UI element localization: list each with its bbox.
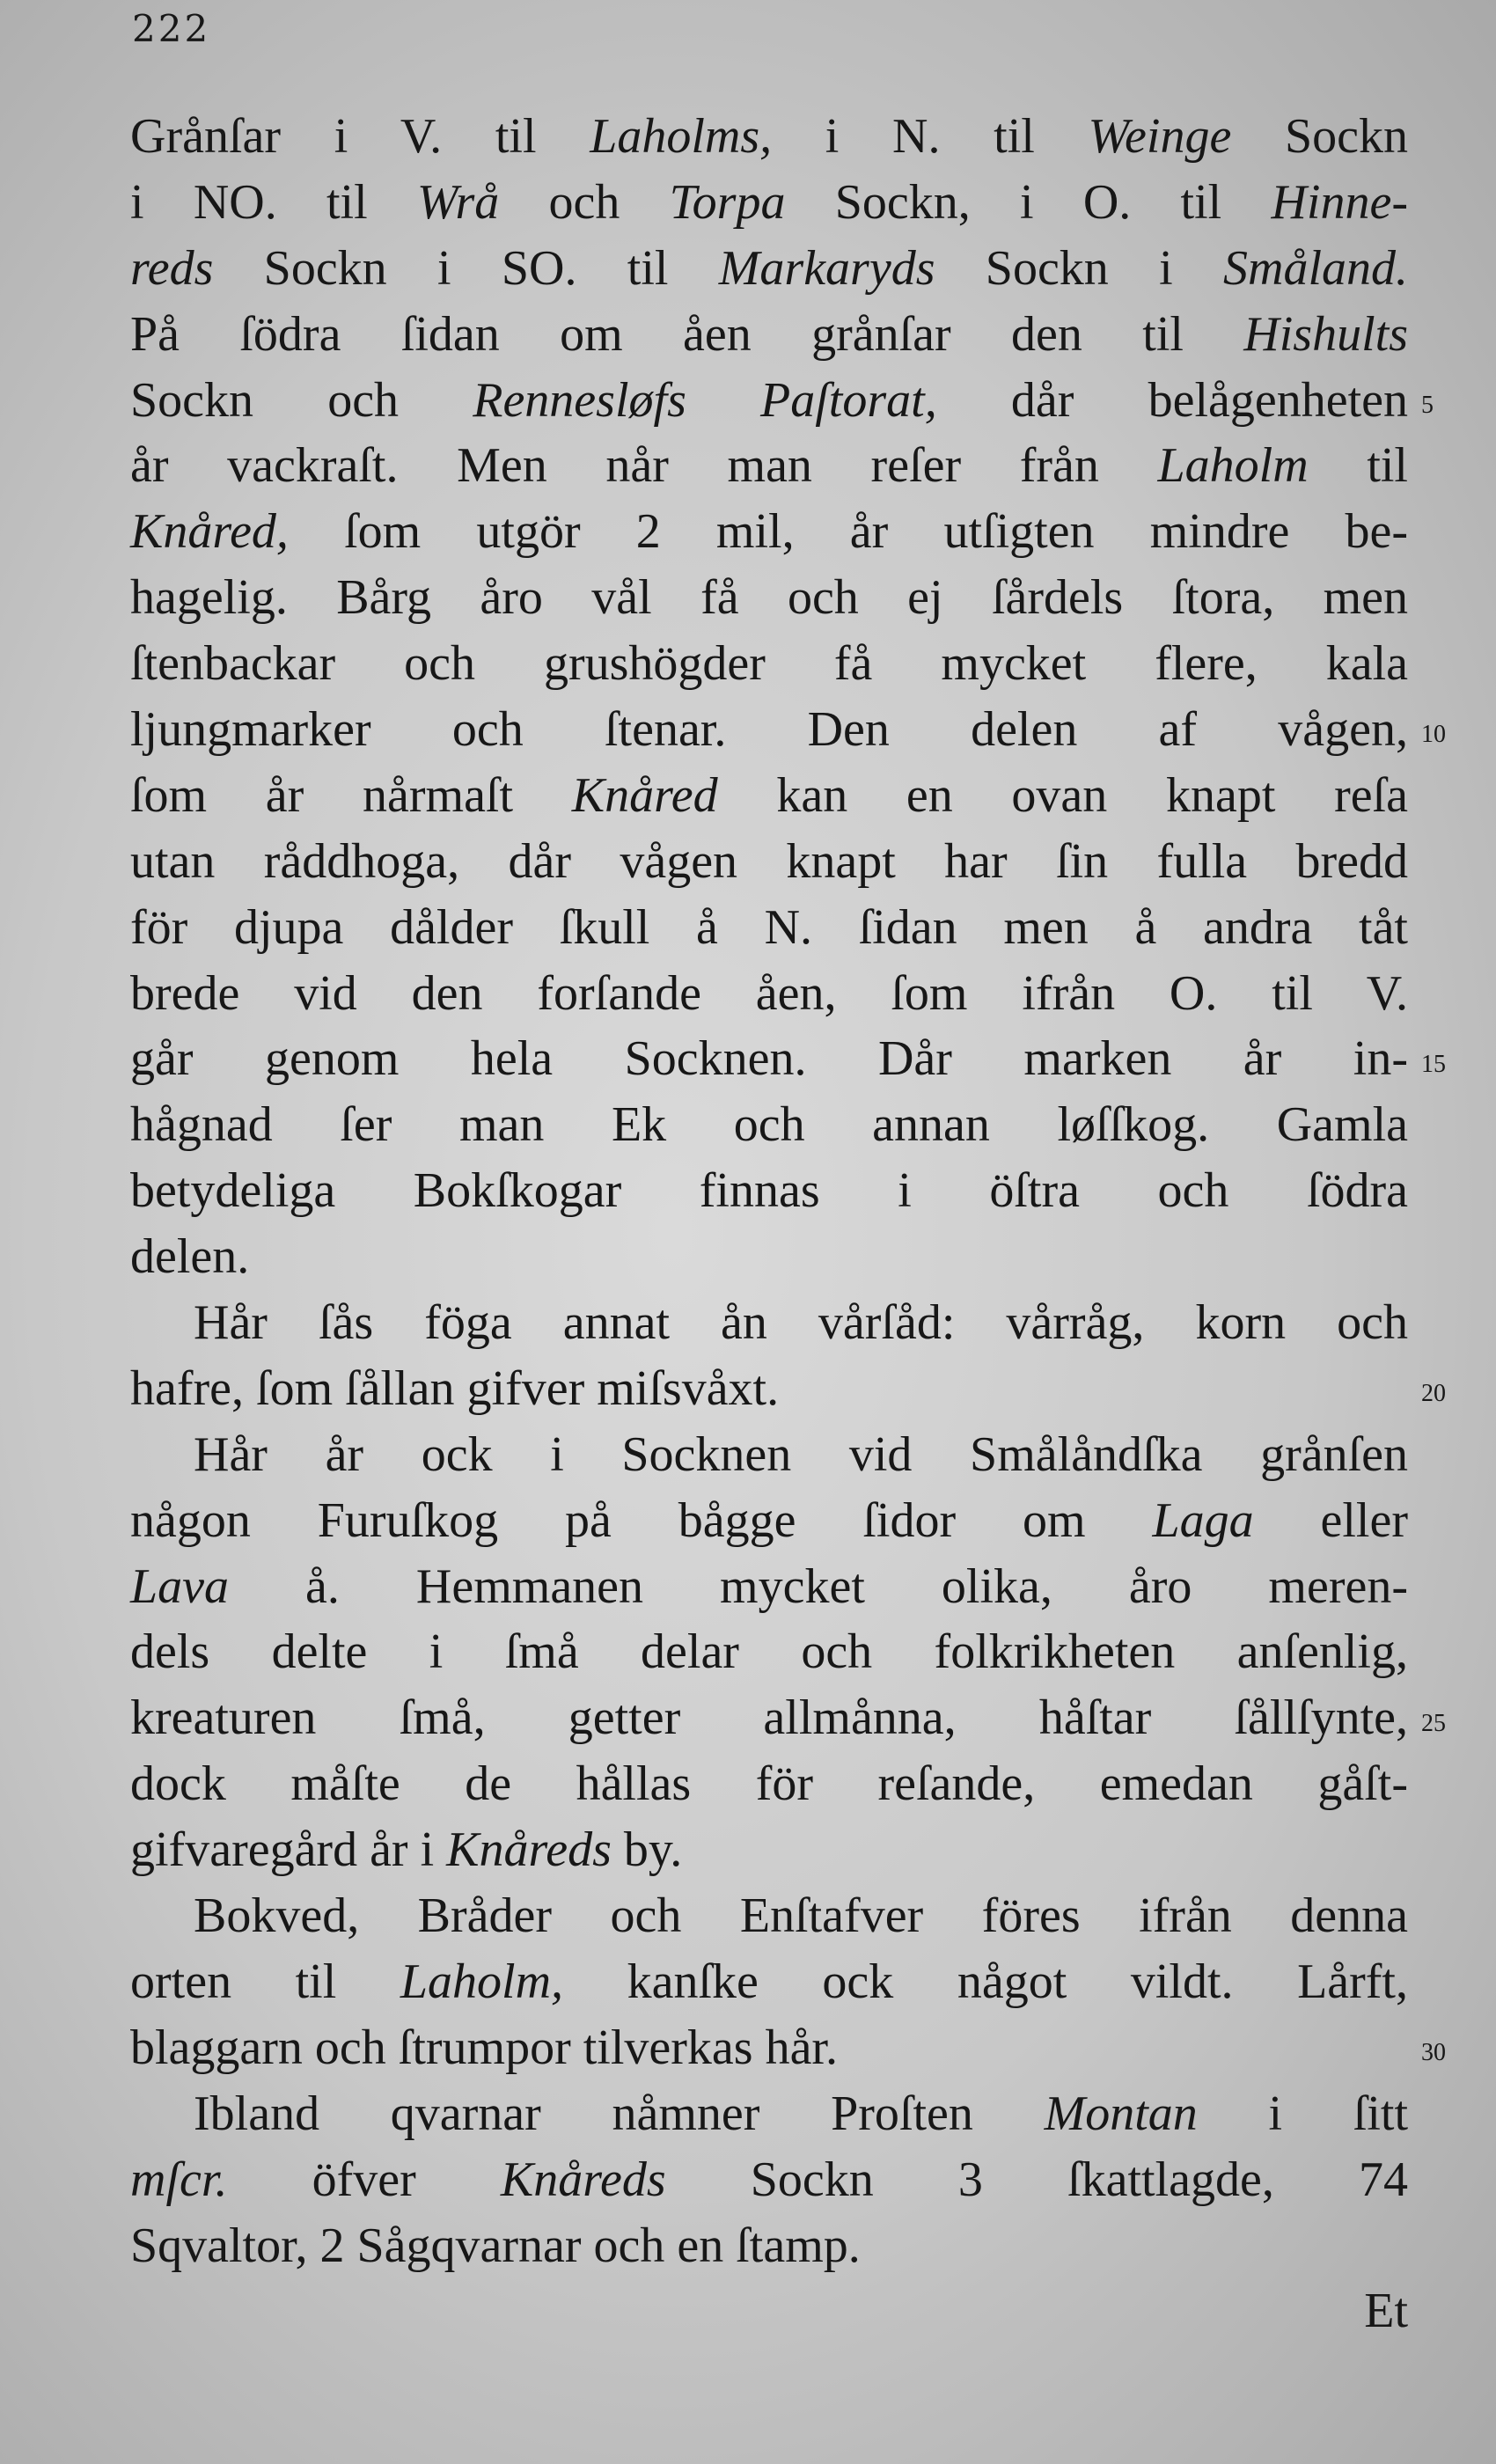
text-run: ljungmarker och ſtenar. Den delen af vågen, xyxy=(130,702,1408,758)
text-line xyxy=(130,1092,1408,1158)
text-line xyxy=(130,1685,1408,1751)
text-run: kan en ovan knapt reſa xyxy=(717,767,1409,823)
italic-name: Knåreds xyxy=(446,1822,612,1878)
text-line xyxy=(130,2213,1408,2279)
text-run: dock måſte de hållas för reſande, emedan gåſt- xyxy=(130,1756,1408,1812)
text-line xyxy=(130,895,1408,961)
text-run: Sockn i SO. til xyxy=(213,240,719,296)
text-run: Grånſar i V. til xyxy=(130,109,590,164)
text-run: Sqvaltor, 2 Sågqvarnar och en ſtamp. xyxy=(130,2218,861,2273)
text-run: betydeliga Bokſkogar finnas i öſtra och ſödra xyxy=(130,1163,1408,1219)
italic-name: Laholms, xyxy=(590,109,773,164)
text-run: hågnad ſer man Ek och annan løſſkog. Gamla xyxy=(130,1097,1408,1153)
italic-name: Knåred xyxy=(571,767,718,823)
text-run: Et xyxy=(1364,2284,1408,2339)
text-line xyxy=(130,829,1408,895)
italic-name: Torpa xyxy=(669,174,786,230)
text-run: Sockn 3 ſkattlagde, 74 xyxy=(665,2152,1408,2207)
text-run: Ibland qvarnar nåmner Proſten xyxy=(194,2086,1045,2141)
text-line xyxy=(130,697,1408,763)
line-number: 10 xyxy=(1421,721,1446,749)
text-run: delen. xyxy=(130,1229,250,1285)
text-run: och xyxy=(499,174,670,230)
text-run: å. Hemmanen mycket olika, åro meren- xyxy=(229,1558,1408,1614)
text-line xyxy=(130,1290,1408,1356)
italic-name: Wrå xyxy=(416,174,500,230)
italic-name: Småland. xyxy=(1223,240,1408,296)
text-run: blaggarn och ſtrumpor tilverkas hår. xyxy=(130,2020,838,2075)
text-line xyxy=(130,236,1408,302)
text-line xyxy=(130,1554,1408,1620)
italic-name: Hishults xyxy=(1243,306,1408,362)
text-run: i N. til xyxy=(772,109,1089,164)
text-line xyxy=(130,1488,1408,1554)
text-line xyxy=(130,1158,1408,1224)
text-run: går genom hela Socknen. Dår marken år in- xyxy=(130,1031,1408,1087)
italic-name: Knåreds xyxy=(500,2152,666,2207)
text-line xyxy=(130,565,1408,631)
italic-name: mſcr. xyxy=(130,2152,228,2207)
text-run: öfver xyxy=(227,2152,501,2207)
text-run: Sockn och xyxy=(130,372,473,428)
italic-name: reds xyxy=(130,240,214,296)
text-run: kanſke ock något vildt. Lårft, xyxy=(563,1954,1408,2009)
italic-name: Weinge xyxy=(1088,109,1232,164)
italic-name: Knåred, xyxy=(130,504,289,560)
text-run: Sockn xyxy=(1231,109,1408,164)
text-line xyxy=(130,433,1408,499)
line-number: 30 xyxy=(1421,2039,1446,2067)
text-line xyxy=(130,763,1408,829)
text-line xyxy=(130,2278,1408,2344)
text-line xyxy=(130,1949,1408,2015)
text-line xyxy=(130,2147,1408,2213)
text-line xyxy=(130,1817,1408,1883)
text-run: kreaturen ſmå, getter allmånna, håſtar ſållſynte, xyxy=(130,1690,1408,1746)
text-run: Sockn, i O. til xyxy=(785,174,1272,230)
text-line xyxy=(130,961,1408,1027)
text-line xyxy=(130,1751,1408,1817)
text-run: På ſödra ſidan om åen grånſar den til xyxy=(130,306,1244,362)
text-run: för djupa dålder ſkull å N. ſidan men å andra tåt xyxy=(130,899,1408,955)
text-line xyxy=(130,1422,1408,1488)
italic-name: Laga xyxy=(1152,1492,1254,1548)
text-line xyxy=(130,302,1408,368)
text-line xyxy=(130,170,1408,236)
italic-name: Montan xyxy=(1044,2086,1198,2141)
text-run: ſom år nårmaſt xyxy=(130,767,572,823)
italic-name: Markaryds xyxy=(718,240,935,296)
text-line xyxy=(130,499,1408,565)
text-run: någon Furuſkog på bågge ſidor om xyxy=(130,1492,1153,1548)
page-number: 222 xyxy=(132,7,211,50)
text-run: eller xyxy=(1253,1492,1408,1548)
text-run: hagelig. Bårg åro vål få och ej ſårdels ſtora, men xyxy=(130,570,1408,626)
text-run: utan råddhoga, dår vågen knapt har ſin fulla bredd xyxy=(130,833,1408,889)
text-run: dels delte i ſmå delar och folkrikheten anſenlig, xyxy=(130,1624,1408,1680)
line-number: 5 xyxy=(1421,391,1434,419)
text-line xyxy=(130,1883,1408,1949)
line-number: 20 xyxy=(1421,1380,1446,1408)
line-number: 15 xyxy=(1421,1050,1446,1078)
italic-name: Rennesløfs Paſtorat, xyxy=(473,372,937,428)
text-run: ſom utgör 2 mil, år utſigten mindre be- xyxy=(288,504,1408,560)
italic-name: Laholm xyxy=(1157,438,1309,494)
text-line xyxy=(130,2081,1408,2147)
text-line xyxy=(130,1026,1408,1092)
text-run: hafre, ſom ſållan gifver miſsvåxt. xyxy=(130,1360,780,1416)
text-run: by. xyxy=(611,1822,683,1878)
italic-name: Laholm, xyxy=(400,1954,564,2009)
text-run: gifvaregård år i xyxy=(130,1822,447,1878)
text-line xyxy=(130,104,1408,170)
text-line xyxy=(130,368,1408,434)
text-line xyxy=(130,631,1408,697)
text-line xyxy=(130,1356,1408,1422)
text-line xyxy=(130,1619,1408,1685)
text-run: Hår ſås föga annat ån vårſåd: vårråg, korn och xyxy=(194,1295,1408,1351)
text-run: i NO. til xyxy=(130,174,417,230)
text-run: Bokved, Bråder och Enſtafver föres ifrån denna xyxy=(194,1888,1408,1944)
text-run: orten til xyxy=(130,1954,400,2009)
text-run: Sockn i xyxy=(935,240,1223,296)
text-line xyxy=(130,1224,1408,1290)
text-run: til xyxy=(1308,438,1408,494)
text-run: i ſitt xyxy=(1197,2086,1408,2141)
text-run: ſtenbackar och grushögder få mycket flere, kala xyxy=(130,636,1408,692)
line-number: 25 xyxy=(1421,1709,1446,1737)
text-run: dår belågenheten xyxy=(936,372,1408,428)
body-text xyxy=(130,104,1408,2344)
italic-name: Hinne- xyxy=(1271,174,1408,230)
text-line xyxy=(130,2015,1408,2081)
text-run: Hår år ock i Socknen vid Smålåndſka grånſen xyxy=(194,1426,1408,1482)
text-run: år vackraſt. Men når man reſer från xyxy=(130,438,1158,494)
italic-name: Lava xyxy=(130,1558,229,1614)
text-run: brede vid den forſande åen, ſom ifrån O. til V. xyxy=(130,965,1408,1021)
